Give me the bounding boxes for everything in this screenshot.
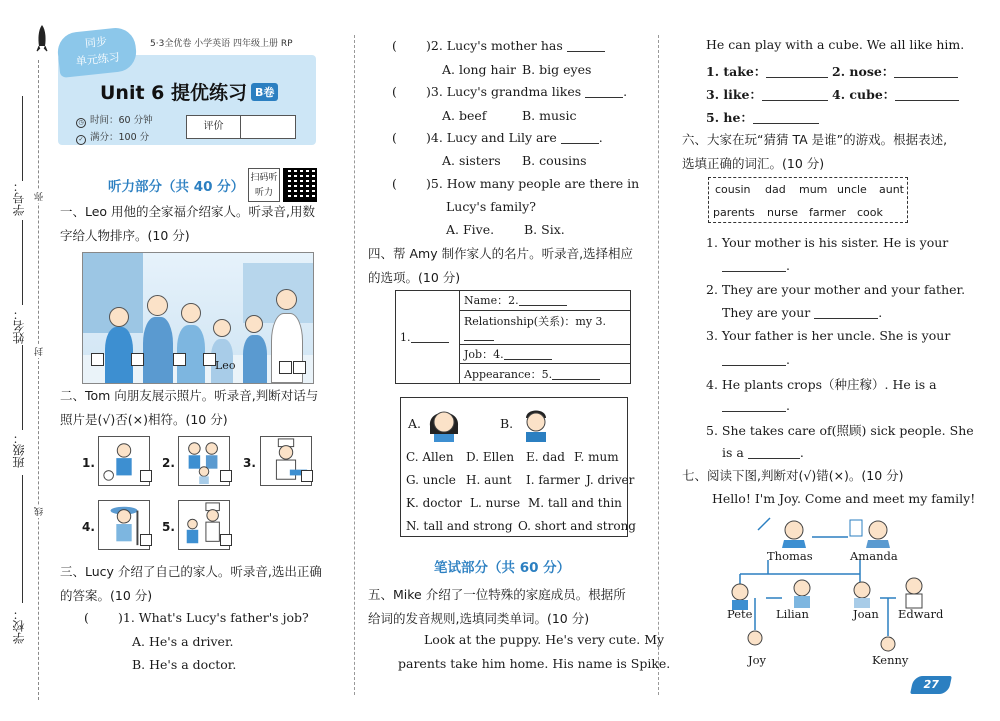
q2-num: 5. <box>162 520 175 534</box>
q4-option-row[interactable]: K. doctor L. nurse M. tall and thin <box>406 496 622 510</box>
q2-answer-box[interactable] <box>220 534 232 546</box>
tree-name-pete: Pete <box>727 607 753 621</box>
tree-name-edward: Edward <box>898 607 944 621</box>
word-row: parents nurse farmer cook <box>713 206 883 219</box>
student-id-field[interactable] <box>22 96 23 181</box>
q5-item[interactable]: 3. like： <box>706 85 828 103</box>
score-box[interactable]: 评价 <box>186 115 296 139</box>
q4-title: 四、帮 Amy 制作家人的名片。听录音,选择相应的选项。(10 分) <box>368 246 634 285</box>
q6-title: 六、大家在玩“猜猜 TA 是谁”的游戏。根据表述,选填正确的词汇。(10 分) <box>682 132 948 171</box>
q1-title: 一、Leo 用他的全家福介绍家人。听录音,用数字给人物排序。(10 分) <box>60 204 316 243</box>
page-number: 27 <box>910 676 952 694</box>
tree-name-kenny: Kenny <box>872 653 909 667</box>
binding-line <box>38 60 39 700</box>
q6-item: 1. Your mother is his sister. He is your <box>706 235 949 250</box>
q3-option[interactable]: A. long hair <box>442 62 516 77</box>
q3-item-4: ( )4. Lucy and Lily are . <box>392 130 603 145</box>
score-info: ✓ 满分：100 分 <box>76 129 149 145</box>
q2-answer-box[interactable] <box>301 470 313 482</box>
qr-label: 扫码听听力 <box>248 168 280 202</box>
q3-option[interactable]: B. Six. <box>524 222 565 237</box>
class-label: 班级： <box>12 432 26 468</box>
book-info: 5·3全优卷 小学英语 四年级上册 RP <box>150 39 293 49</box>
q3-item-5-cont: Lucy's family? <box>446 199 536 214</box>
q5-item[interactable]: 1. take： <box>706 62 828 80</box>
writing-section-title: 笔试部分（共 60 分） <box>434 560 571 576</box>
q5-passage: He can play with a cube. We all like him. <box>706 37 965 52</box>
q2-title: 二、Tom 向朋友展示照片。听录音,判断对话与照片是(√)否(×)相符。(10 分) <box>60 388 319 427</box>
q4-option-row[interactable]: N. tall and strong O. short and strong <box>406 519 636 533</box>
card-field: Relationship(关系)：my 3. <box>460 310 631 344</box>
seal-mark: 封 <box>35 347 45 356</box>
q3-item-5: ( )5. How many people are there in <box>392 176 640 191</box>
q5-passage: parents take him home. His name is Spike. <box>398 656 671 671</box>
card-field: Appearance：5. <box>460 364 631 384</box>
man-portrait-icon <box>516 402 556 442</box>
q2-answer-box[interactable] <box>220 470 232 482</box>
tree-name-amanda: Amanda <box>850 549 898 563</box>
qr-code-icon[interactable] <box>283 168 317 202</box>
q6-answer[interactable]: . <box>722 258 790 273</box>
q6-word-box <box>708 177 908 223</box>
q6-item: 3. Your father is her uncle. She is your <box>706 328 951 343</box>
q7-title: 七、阅读下图,判断对(√)错(×)。(10 分) <box>682 468 904 483</box>
q7-intro: Hello! I'm Joy. Come and meet my family! <box>712 491 976 506</box>
q6-answer[interactable]: is a . <box>722 445 804 460</box>
q3-option[interactable]: A. Five. <box>446 222 495 237</box>
q2-answer-box[interactable] <box>140 534 152 546</box>
q2-num: 2. <box>162 456 175 470</box>
seal-mark: 线 <box>35 507 45 516</box>
rocket-icon <box>36 24 48 54</box>
q3-item-1: ( )1. What's Lucy's father's job? <box>84 610 309 625</box>
q3-option[interactable]: A. beef <box>442 108 487 123</box>
sync-badge: 同步 单元练习 <box>56 26 138 78</box>
card-num-cell: 1. <box>396 291 460 384</box>
column-divider <box>354 35 355 695</box>
family-photo-image <box>82 252 314 384</box>
q6-answer[interactable]: They are your . <box>722 305 883 320</box>
card-field: Job：4. <box>460 344 631 364</box>
listening-section-title: 听力部分（共 40 分） <box>108 179 245 195</box>
q3-option[interactable]: A. sisters <box>442 153 501 168</box>
school-field[interactable] <box>22 475 23 603</box>
q3-item-2: ( )2. Lucy's mother has <box>392 38 605 53</box>
q6-answer[interactable]: . <box>722 398 790 413</box>
column-divider <box>658 35 659 695</box>
page-title: Unit 6 提优练习 B卷 <box>100 78 278 105</box>
leo-label: Leo <box>215 359 236 372</box>
q3-option[interactable]: B. He's a doctor. <box>132 657 237 672</box>
tree-name-joan: Joan <box>853 607 879 621</box>
class-field[interactable] <box>22 345 23 430</box>
q5-item[interactable]: 5. he： <box>706 108 819 126</box>
q6-item: 5. She takes care of(照顾) sick people. She <box>706 423 974 438</box>
student-id-label: 学号： <box>12 180 26 216</box>
q3-option[interactable]: B. music <box>522 108 577 123</box>
seal-mark: 弥 <box>35 192 45 201</box>
tree-name-joy: Joy <box>748 653 767 667</box>
q2-num: 4. <box>82 520 95 534</box>
name-card-table <box>395 290 631 384</box>
q2-num: 1. <box>82 456 95 470</box>
woman-portrait-icon <box>424 402 464 442</box>
card-field: Name：2. <box>460 291 631 311</box>
check-icon: ✓ <box>76 135 86 145</box>
q4-option-row[interactable]: G. uncle H. aunt I. farmer J. driver <box>406 473 635 487</box>
q5-item[interactable]: 4. cube： <box>832 85 959 103</box>
q5-item[interactable]: 2. nose： <box>832 62 958 80</box>
q3-item-3: ( )3. Lucy's grandma likes . <box>392 84 628 99</box>
q2-num: 3. <box>243 456 256 470</box>
word-row: cousin dad mum uncle aunt <box>715 183 904 196</box>
tree-name-lilian: Lilian <box>776 607 809 621</box>
name-label: 姓名： <box>12 308 26 344</box>
q3-option[interactable]: B. big eyes <box>522 62 592 77</box>
q6-item: 2. They are your mother and your father. <box>706 282 966 297</box>
q3-title: 三、Lucy 介绍了自己的家人。听录音,选出正确的答案。(10 分) <box>60 564 322 603</box>
q2-answer-box[interactable] <box>140 470 152 482</box>
q5-title: 五、Mike 介绍了一位特殊的家庭成员。根据所给词的发音规则,选填同类单词。(10 分) <box>368 587 626 626</box>
q6-item: 4. He plants crops（种庄稼）. He is a <box>706 377 937 392</box>
name-field[interactable] <box>22 220 23 305</box>
q3-option[interactable]: A. He's a driver. <box>132 634 234 649</box>
clock-icon: ◷ <box>76 118 86 128</box>
time-info: ◷ 时间：60 分钟 <box>76 112 153 128</box>
family-tree-diagram <box>720 512 950 672</box>
option-a-label[interactable]: A. <box>408 416 422 431</box>
q4-option-row[interactable]: C. Allen D. Ellen E. dad F. mum <box>406 450 619 464</box>
school-label: 学校： <box>12 608 26 644</box>
q6-answer[interactable]: . <box>722 352 790 367</box>
option-b-label[interactable]: B. <box>500 416 514 431</box>
q3-option[interactable]: B. cousins <box>522 153 587 168</box>
q5-passage: Look at the puppy. He's very cute. My <box>424 632 665 647</box>
unit-badge: B卷 <box>251 83 278 101</box>
tree-name-thomas: Thomas <box>767 549 813 563</box>
